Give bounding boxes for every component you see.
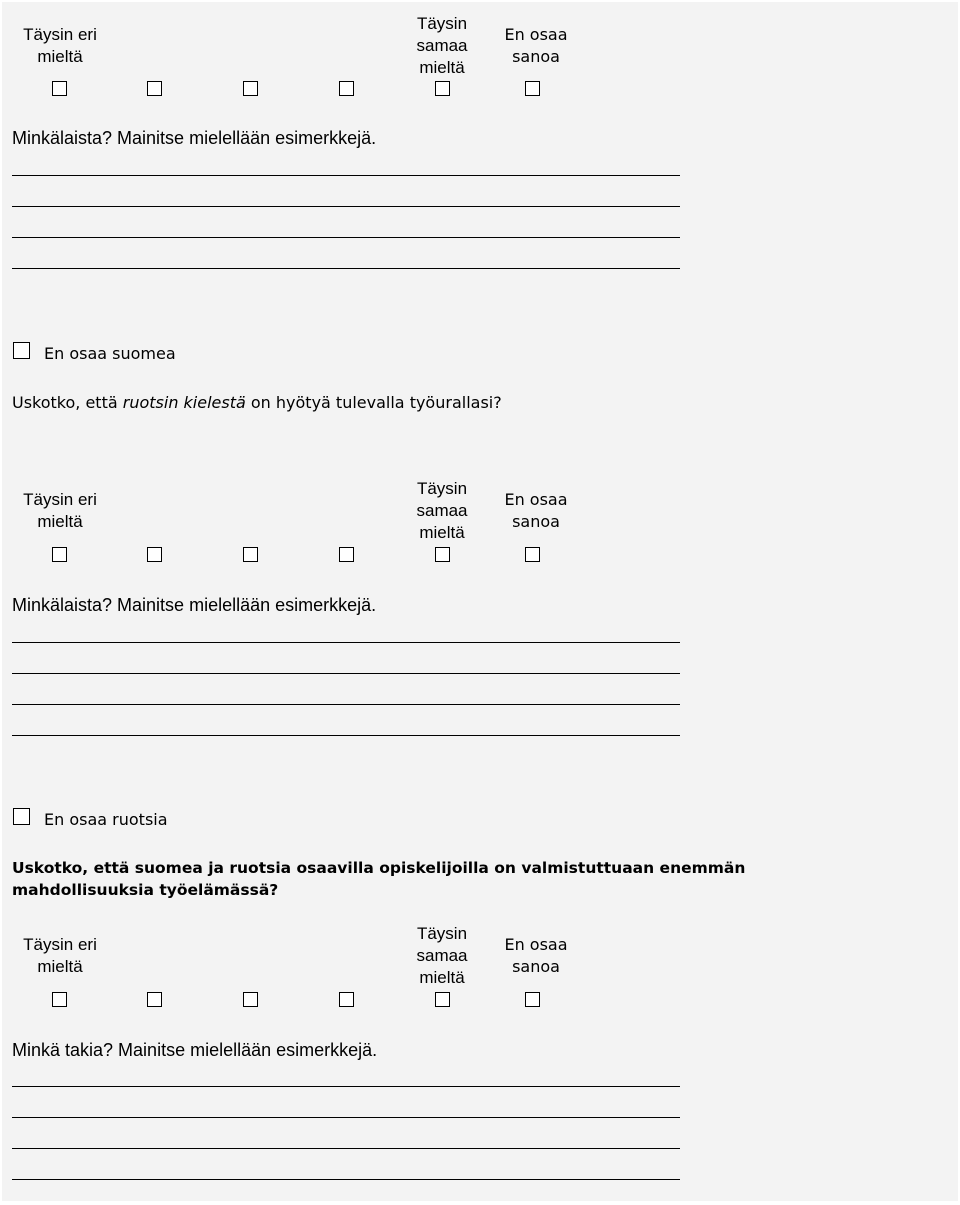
scale-checkbox-4[interactable] bbox=[339, 81, 354, 96]
answer-line[interactable] bbox=[12, 1117, 680, 1118]
answer-line[interactable] bbox=[12, 175, 680, 176]
scale-checkbox-3[interactable] bbox=[243, 992, 258, 1007]
answer-line[interactable] bbox=[12, 642, 680, 643]
answer-line[interactable] bbox=[12, 268, 680, 269]
scale-checkbox-2[interactable] bbox=[147, 547, 162, 562]
scale-checkbox-5[interactable] bbox=[435, 992, 450, 1007]
scale-checkbox-cannot-say[interactable] bbox=[525, 81, 540, 96]
scale-label-agree: Täysin samaa mieltä bbox=[416, 924, 468, 987]
scale-checkbox-5[interactable] bbox=[435, 547, 450, 562]
follow-up-prompt-3: Minkä takia? Mainitse mielellään esimerkkejä. bbox=[12, 1040, 378, 1060]
scale-checkbox-2[interactable] bbox=[147, 81, 162, 96]
scale-checkbox-1[interactable] bbox=[52, 992, 67, 1007]
scale-checkbox-2[interactable] bbox=[147, 992, 162, 1007]
answer-line[interactable] bbox=[12, 1086, 680, 1087]
answer-line[interactable] bbox=[12, 206, 680, 207]
question-text-emphasis: ruotsin kielestä bbox=[122, 393, 246, 412]
scale-label-disagree: Täysin eri mieltä bbox=[23, 25, 97, 66]
optout-checkbox-swedish[interactable] bbox=[13, 808, 30, 825]
scale-label-cannot-say: En osaa sanoa bbox=[504, 490, 568, 531]
optout-checkbox-finnish[interactable] bbox=[13, 342, 30, 359]
answer-line[interactable] bbox=[12, 1179, 680, 1180]
scale-checkbox-cannot-say[interactable] bbox=[525, 547, 540, 562]
follow-up-prompt-2: Minkälaista? Mainitse mielellään esimerkkejä. bbox=[12, 595, 377, 615]
question-text-post: on hyötyä tulevalla työurallasi? bbox=[245, 393, 502, 412]
scale-label-cannot-say: En osaa sanoa bbox=[504, 935, 568, 976]
optout-label-finnish: En osaa suomea bbox=[44, 344, 176, 363]
answer-line[interactable] bbox=[12, 735, 680, 736]
follow-up-prompt-1: Minkälaista? Mainitse mielellään esimerkkejä. bbox=[12, 128, 377, 148]
answer-line[interactable] bbox=[12, 704, 680, 705]
answer-line[interactable] bbox=[12, 237, 680, 238]
question-swedish-benefit bbox=[12, 392, 502, 414]
scale-checkbox-1[interactable] bbox=[52, 547, 67, 562]
questionnaire-page bbox=[2, 2, 958, 1201]
answer-line[interactable] bbox=[12, 1148, 680, 1149]
scale-checkbox-4[interactable] bbox=[339, 547, 354, 562]
scale-label-cannot-say: En osaa sanoa bbox=[504, 25, 568, 66]
scale-checkbox-1[interactable] bbox=[52, 81, 67, 96]
optout-label-swedish: En osaa ruotsia bbox=[44, 810, 168, 829]
scale-checkbox-4[interactable] bbox=[339, 992, 354, 1007]
scale-label-disagree: Täysin eri mieltä bbox=[23, 935, 97, 976]
scale-checkbox-5[interactable] bbox=[435, 81, 450, 96]
question-bilingual-opportunities-line2: mahdollisuuksia työelämässä? bbox=[12, 881, 279, 899]
scale-checkbox-3[interactable] bbox=[243, 81, 258, 96]
scale-checkbox-3[interactable] bbox=[243, 547, 258, 562]
scale-label-agree: Täysin samaa mieltä bbox=[416, 479, 468, 542]
scale-label-disagree: Täysin eri mieltä bbox=[23, 490, 97, 531]
scale-checkbox-cannot-say[interactable] bbox=[525, 992, 540, 1007]
question-bilingual-opportunities-line1: Uskotko, että suomea ja ruotsia osaavilla opiskelijoilla on valmistuttuaan enemmän bbox=[12, 859, 746, 877]
question-text-pre: Uskotko, että bbox=[12, 393, 123, 412]
scale-label-agree: Täysin samaa mieltä bbox=[416, 14, 468, 77]
answer-line[interactable] bbox=[12, 673, 680, 674]
